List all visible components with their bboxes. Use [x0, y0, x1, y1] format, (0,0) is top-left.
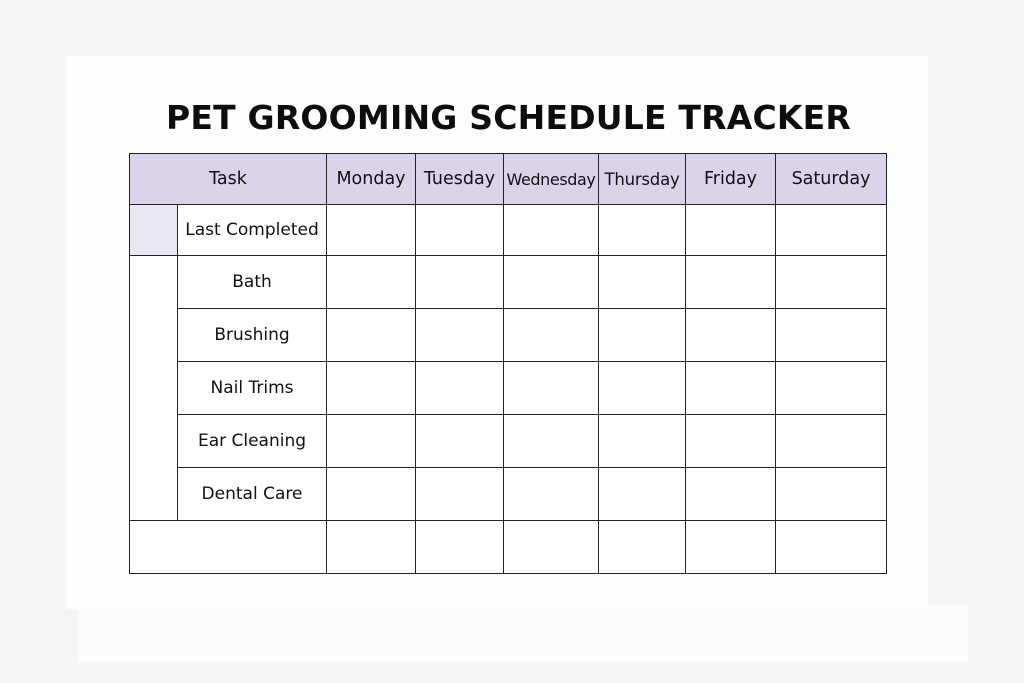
paper-shadow [78, 606, 968, 662]
cell-thursday[interactable] [599, 256, 686, 309]
cell-thursday[interactable] [599, 521, 686, 574]
blank-task-cell[interactable] [130, 521, 327, 574]
cell-wednesday[interactable] [504, 362, 599, 415]
header-tuesday: Tuesday [416, 154, 504, 205]
cell-tuesday[interactable] [416, 521, 504, 574]
cell-saturday[interactable] [776, 521, 887, 574]
row-label-last-completed: Last Completed [178, 205, 327, 256]
cell-monday[interactable] [327, 309, 416, 362]
cell-wednesday[interactable] [504, 256, 599, 309]
cell-wednesday[interactable] [504, 521, 599, 574]
grooming-tracker-table [129, 153, 887, 574]
cell-monday[interactable] [327, 521, 416, 574]
cell-friday[interactable] [686, 205, 776, 256]
cell-saturday[interactable] [776, 362, 887, 415]
table-row-brushing [130, 309, 887, 362]
cell-wednesday[interactable] [504, 415, 599, 468]
cell-wednesday[interactable] [504, 205, 599, 256]
table-row-ear-cleaning [130, 415, 887, 468]
header-task: Task [130, 154, 327, 205]
cell-thursday[interactable] [599, 468, 686, 521]
cell-thursday[interactable] [599, 309, 686, 362]
cell-monday[interactable] [327, 415, 416, 468]
cell-monday[interactable] [327, 256, 416, 309]
header-friday: Friday [686, 154, 776, 205]
cell-saturday[interactable] [776, 415, 887, 468]
cell-thursday[interactable] [599, 415, 686, 468]
row-label-dental-care: Dental Care [178, 468, 327, 521]
table-row-nail-trims [130, 362, 887, 415]
cell-wednesday[interactable] [504, 309, 599, 362]
cell-wednesday[interactable] [504, 468, 599, 521]
cell-saturday[interactable] [776, 205, 887, 256]
row-label-bath: Bath [178, 256, 327, 309]
cell-monday[interactable] [327, 205, 416, 256]
row-label-nail-trims: Nail Trims [178, 362, 327, 415]
cell-friday[interactable] [686, 468, 776, 521]
cell-tuesday[interactable] [416, 309, 504, 362]
header-wednesday: Wednesday [504, 154, 599, 205]
cell-tuesday[interactable] [416, 362, 504, 415]
cell-tuesday[interactable] [416, 468, 504, 521]
header-monday: Monday [327, 154, 416, 205]
cell-thursday[interactable] [599, 362, 686, 415]
cell-friday[interactable] [686, 415, 776, 468]
cell-saturday[interactable] [776, 256, 887, 309]
table-row-last-completed [130, 205, 887, 256]
cell-friday[interactable] [686, 256, 776, 309]
page-title: PET GROOMING SCHEDULE TRACKER [166, 98, 852, 137]
cell-friday[interactable] [686, 521, 776, 574]
cell-thursday[interactable] [599, 205, 686, 256]
cell-tuesday[interactable] [416, 205, 504, 256]
header-row [130, 154, 887, 205]
header-saturday: Saturday [776, 154, 887, 205]
cell-tuesday[interactable] [416, 415, 504, 468]
cell-saturday[interactable] [776, 309, 887, 362]
row-label-brushing: Brushing [178, 309, 327, 362]
header-thursday: Thursday [599, 154, 686, 205]
row-label-ear-cleaning: Ear Cleaning [178, 415, 327, 468]
table-row-blank [130, 521, 887, 574]
cell-monday[interactable] [327, 468, 416, 521]
table-row-dental-care [130, 468, 887, 521]
row-color-swatch [130, 205, 178, 256]
table-row-bath [130, 256, 887, 309]
task-group-cell [130, 256, 178, 521]
cell-saturday[interactable] [776, 468, 887, 521]
cell-friday[interactable] [686, 362, 776, 415]
cell-monday[interactable] [327, 362, 416, 415]
cell-tuesday[interactable] [416, 256, 504, 309]
cell-friday[interactable] [686, 309, 776, 362]
